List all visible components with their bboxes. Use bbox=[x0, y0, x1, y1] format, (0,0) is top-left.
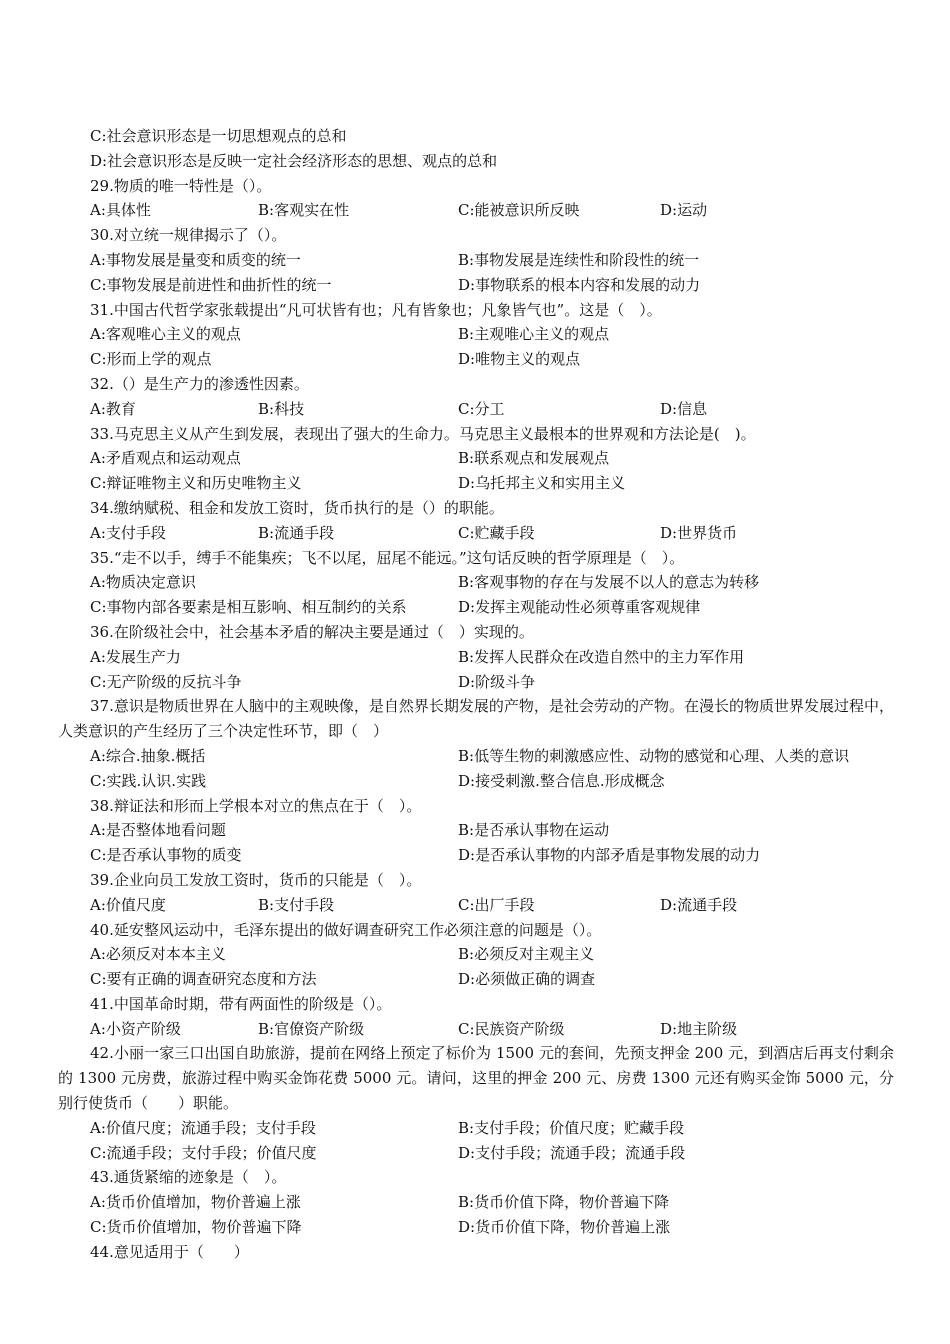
option-b: B:支付手段；价值尺度；贮藏手段 bbox=[458, 1118, 685, 1137]
option-row bbox=[58, 1116, 894, 1141]
option-a: A:价值尺度 bbox=[90, 895, 166, 914]
option-b: B:是否承认事物在运动 bbox=[458, 821, 610, 840]
question-text: 43.通货紧缩的迹象是（ ）。 bbox=[90, 1168, 287, 1187]
option-b: B:事物发展是连续性和阶段性的统一 bbox=[458, 250, 700, 269]
option-c: C:流通手段；支付手段；价值尺度 bbox=[90, 1143, 317, 1162]
option-a: A:货币价值增加，物价普遍上涨 bbox=[90, 1193, 301, 1212]
option-row bbox=[58, 1190, 894, 1215]
option-row bbox=[58, 818, 894, 843]
option-d: D:乌托邦主义和实用主义 bbox=[458, 474, 626, 493]
option-d: D:运动 bbox=[660, 201, 708, 220]
option-a: A:具体性 bbox=[90, 201, 151, 220]
option-b: B:货币价值下降，物价普遍下降 bbox=[458, 1193, 670, 1212]
option-b: B:客观事物的存在与发展不以人的意志为转移 bbox=[458, 573, 760, 592]
option-a: A:客观唯心主义的观点 bbox=[90, 325, 241, 344]
option-row bbox=[58, 893, 894, 918]
lead-line-d: D:社会意识形态是反映一定社会经济形态的思想、观点的总和 bbox=[90, 151, 498, 170]
option-b: B:科技 bbox=[258, 399, 305, 418]
question-text: 44.意见适用于（ ） bbox=[90, 1242, 249, 1261]
option-b: B:低等生物的刺激感应性、动物的感觉和心理、人类的意识 bbox=[458, 746, 850, 765]
option-d: D:事物联系的根本内容和发展的动力 bbox=[458, 275, 701, 294]
question-text: 33.马克思主义从产生到发展，表现出了强大的生命力。马克思主义最根本的世界观和方法论是( )。 bbox=[90, 424, 756, 443]
option-row bbox=[58, 570, 894, 595]
option-row bbox=[58, 942, 894, 967]
option-c: C:事物发展是前进性和曲折性的统一 bbox=[90, 275, 332, 294]
option-row bbox=[58, 397, 894, 422]
option-b: B:联系观点和发展观点 bbox=[458, 449, 610, 468]
option-a: A:矛盾观点和运动观点 bbox=[90, 449, 241, 468]
option-c: C:能被意识所反映 bbox=[458, 201, 580, 220]
option-b: B:主观唯心主义的观点 bbox=[458, 325, 610, 344]
option-row bbox=[58, 248, 894, 273]
option-c: C:实践.认识.实践 bbox=[90, 771, 207, 790]
exam-document bbox=[58, 124, 894, 1265]
option-d: D:支付手段；流通手段；流通手段 bbox=[458, 1143, 686, 1162]
option-c: C:辩证唯物主义和历史唯物主义 bbox=[90, 474, 302, 493]
option-row bbox=[58, 446, 894, 471]
option-row bbox=[58, 198, 894, 223]
option-d: D:阶级斗争 bbox=[458, 672, 536, 691]
option-c: C:形而上学的观点 bbox=[90, 350, 212, 369]
option-row bbox=[58, 595, 894, 620]
option-a: A:必须反对本本主义 bbox=[90, 945, 226, 964]
question-text: 32.（）是生产力的渗透性因素。 bbox=[90, 374, 309, 393]
option-row bbox=[58, 1141, 894, 1166]
option-c: C:要有正确的调查研究态度和方法 bbox=[90, 970, 317, 989]
option-b: B:发挥人民群众在改造自然中的主力军作用 bbox=[458, 647, 745, 666]
option-a: A:事物发展是量变和质变的统一 bbox=[90, 250, 301, 269]
option-c: C:事物内部各要素是相互影响、相互制约的关系 bbox=[90, 598, 407, 617]
option-row bbox=[58, 769, 894, 794]
option-d: D:流通手段 bbox=[660, 895, 738, 914]
option-b: B:官僚资产阶级 bbox=[258, 1019, 365, 1038]
option-d: D:发挥主观能动性必须尊重客观规律 bbox=[458, 598, 701, 617]
option-d: D:必须做正确的调查 bbox=[458, 970, 596, 989]
option-c: C:民族资产阶级 bbox=[458, 1019, 565, 1038]
option-row bbox=[58, 1215, 894, 1240]
question-text: 39.企业向员工发放工资时，货币的只能是（ ）。 bbox=[90, 870, 422, 889]
option-row bbox=[58, 1017, 894, 1042]
option-row bbox=[58, 744, 894, 769]
option-row bbox=[58, 967, 894, 992]
option-c: C:贮藏手段 bbox=[458, 523, 535, 542]
question-text: 37.意识是物质世界在人脑中的主观映像，是自然界长期发展的产物，是社会劳动的产物。在漫长的物质世界发展过程中，人类意识的产生经历了三个决定性环节，即（ ） bbox=[58, 697, 894, 741]
question-text: 38.辩证法和形而上学根本对立的焦点在于（ ）。 bbox=[90, 796, 422, 815]
option-d: D:唯物主义的观点 bbox=[458, 350, 581, 369]
question-text: 31.中国古代哲学家张载提出“凡可状皆有也；凡有皆象也；凡象皆气也”。这是（ ）。 bbox=[90, 300, 662, 319]
question-text: 40.延安整风运动中，毛泽东提出的做好调查研究工作必须注意的问题是（）。 bbox=[90, 920, 602, 939]
question-text: 42.小丽一家三口出国自助旅游，提前在网络上预定了标价为 1500 元的套间，先预支押金 200 元，到酒店后再支付剩余的 1300 元房费，旅游过程中购买金饰花费 5000 元。请问，这里的押金 200 元、房费 1300 元还有购买金饰 5000 元，分别行使货币（ ）职能。 bbox=[58, 1044, 894, 1113]
option-d: D:世界货币 bbox=[660, 523, 738, 542]
question-text: 34.缴纳赋税、租金和发放工资时，货币执行的是（）的职能。 bbox=[90, 498, 504, 517]
lead-line-c: C:社会意识形态是一切思想观点的总和 bbox=[90, 127, 347, 145]
option-a: A:综合.抽象.概括 bbox=[90, 746, 206, 765]
option-c: C:无产阶级的反抗斗争 bbox=[90, 672, 242, 691]
option-a: A:价值尺度；流通手段；支付手段 bbox=[90, 1118, 316, 1137]
option-c: C:货币价值增加，物价普遍下降 bbox=[90, 1218, 302, 1237]
option-a: A:教育 bbox=[90, 399, 136, 418]
option-c: C:是否承认事物的质变 bbox=[90, 846, 242, 865]
option-a: A:物质决定意识 bbox=[90, 573, 196, 592]
option-d: D:货币价值下降，物价普遍上涨 bbox=[458, 1218, 671, 1237]
option-d: D:是否承认事物的内部矛盾是事物发展的动力 bbox=[458, 846, 761, 865]
option-row bbox=[58, 521, 894, 546]
question-text: 30.对立统一规律揭示了（）。 bbox=[90, 226, 287, 245]
option-b: B:流通手段 bbox=[258, 523, 335, 542]
option-a: A:是否整体地看问题 bbox=[90, 821, 226, 840]
question-text: 35.“走不以手，缚手不能集疾；飞不以尾，屈尾不能远。”这句话反映的哲学原理是（ ）。 bbox=[90, 548, 685, 567]
option-row bbox=[58, 322, 894, 347]
option-row bbox=[58, 645, 894, 670]
option-b: B:支付手段 bbox=[258, 895, 335, 914]
option-a: A:发展生产力 bbox=[90, 647, 181, 666]
question-text: 41.中国革命时期，带有两面性的阶级是（）。 bbox=[90, 994, 392, 1013]
option-row bbox=[58, 347, 894, 372]
option-c: C:分工 bbox=[458, 399, 505, 418]
option-b: B:客观实在性 bbox=[258, 201, 350, 220]
option-row bbox=[58, 273, 894, 298]
option-row bbox=[58, 670, 894, 695]
option-a: A:支付手段 bbox=[90, 523, 166, 542]
option-row bbox=[58, 471, 894, 496]
option-d: D:地主阶级 bbox=[660, 1019, 738, 1038]
option-d: D:接受刺激.整合信息.形成概念 bbox=[458, 771, 665, 790]
option-d: D:信息 bbox=[660, 399, 708, 418]
option-c: C:出厂手段 bbox=[458, 895, 535, 914]
option-row bbox=[58, 843, 894, 868]
option-a: A:小资产阶级 bbox=[90, 1019, 181, 1038]
question-text: 36.在阶级社会中，社会基本矛盾的解决主要是通过（ ）实现的。 bbox=[90, 622, 534, 641]
option-b: B:必须反对主观主义 bbox=[458, 945, 595, 964]
question-text: 29.物质的唯一特性是（）。 bbox=[90, 176, 272, 195]
